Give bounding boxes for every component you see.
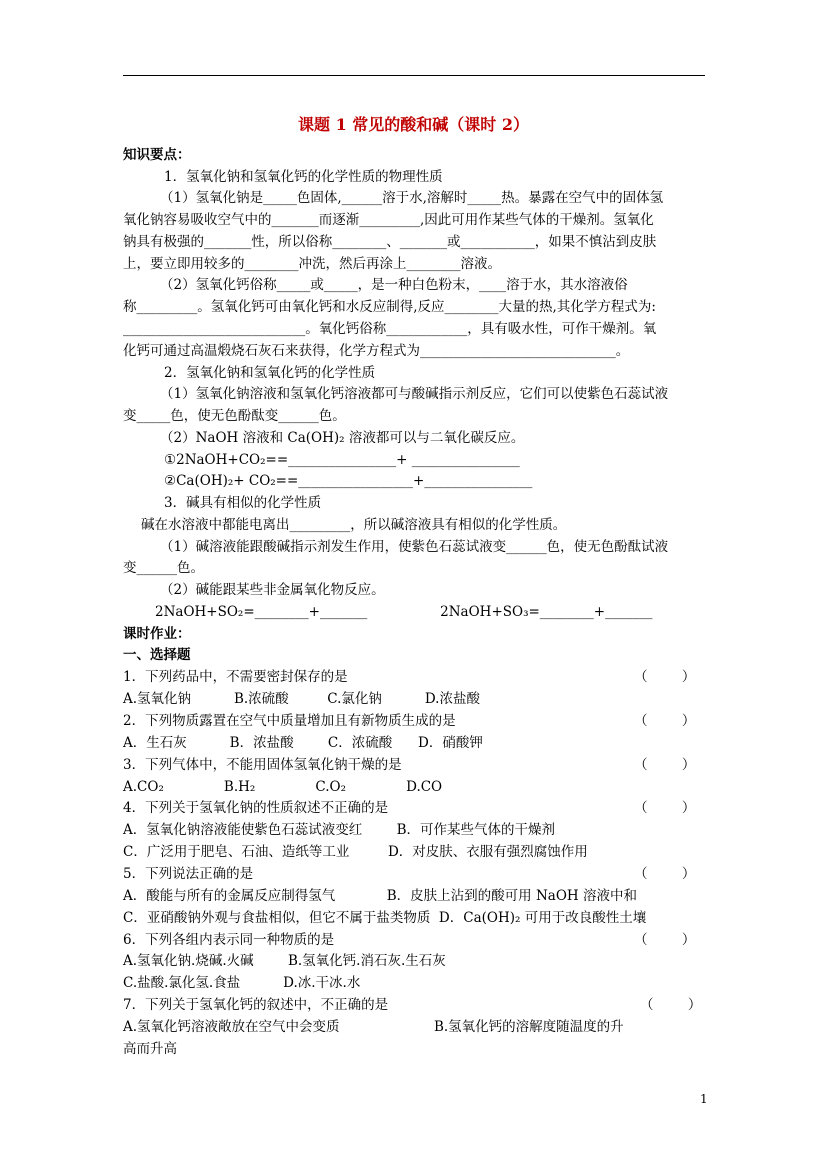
answer-parenthesis: （ ）: [634, 757, 696, 773]
text-line: A．氢氧化钠溶液能使紫色石蕊试液变红 B．可作某些气体的干燥剂: [123, 822, 555, 838]
answer-parenthesis: （ ）: [634, 713, 696, 729]
text-line: （1）碱溶液能跟酸碱指示剂发生作用，使紫色石蕊试液变______色，使无色酚酞试液: [160, 539, 669, 555]
text-line: （2）碱能跟某些非金属氧化物反应。: [160, 582, 385, 598]
text-line: A.氢氧化钙溶液敞放在空气中会变质 B.氢氧化钙的溶解度随温度的升: [123, 1019, 624, 1035]
text-line: 3．碱具有相似的化学性质: [164, 495, 322, 511]
text-line: A.氢氧化钠.烧碱.火碱 B.氢氧化钙.消石灰.生石灰: [123, 953, 446, 969]
section-heading: 知识要点：: [123, 147, 191, 163]
text-line: （1）氢氧化钠溶液和氢氧化钙溶液都可与酸碱指示剂反应，它们可以使紫色石蕊试液: [160, 386, 669, 402]
text-line: 变_____色，使无色酚酞变______色。: [123, 408, 346, 424]
page-number: 1: [700, 1092, 708, 1106]
text-line: C．亚硝酸钠外观与食盐相似，但它不属于盐类物质 D．Ca(OH)₂ 可用于改良酸性土壤: [123, 910, 647, 926]
answer-parenthesis: （ ）: [634, 800, 696, 816]
text-line: 称_________。氢氧化钙可由氧化钙和水反应制得,反应________大量的热,其化学方程式为:: [123, 299, 656, 315]
text-line: 碱在水溶液中都能电离出_________，所以碱溶液具有相似的化学性质。: [141, 517, 567, 533]
text-line: 3．下列气体中，不能用固体氢氧化钠干燥的是: [123, 757, 402, 773]
text-line: A．酸能与所有的金属反应制得氢气 B．皮肤上沾到的酸可用 NaOH 溶液中和: [123, 888, 637, 904]
header-rule: [123, 75, 705, 76]
answer-parenthesis: （ ）: [634, 932, 696, 948]
text-line: 化钙可通过高温煅烧石灰石来获得，化学方程式为_____________________________。: [123, 343, 630, 359]
text-line: A.氢氧化钠 B.浓硫酸 C.氯化钠 D.浓盐酸: [123, 691, 480, 707]
text-line: ②Ca(OH)₂+ CO₂==_________________+________________: [164, 473, 533, 489]
text-line: C.盐酸.氯化氢.食盐 D.冰.干冰.水: [123, 975, 361, 991]
text-line: 5．下列说法正确的是: [123, 866, 254, 882]
answer-parenthesis: （ ）: [634, 669, 696, 685]
text-line: A．生石灰 B．浓盐酸 C．浓硫酸 D．硝酸钾: [123, 735, 483, 751]
text-line: 1．下列药品中，不需要密封保存的是: [123, 669, 348, 685]
text-line: 钠具有极强的_______性，所以俗称________、_______或___________，如果不慎沾到皮肤: [123, 234, 657, 250]
text-line: 2．氢氧化钠和氢氧化钙的化学性质: [164, 365, 376, 381]
text-line: 2．下列物质露置在空气中质量增加且有新物质生成的是: [123, 713, 456, 729]
answer-parenthesis: （ ）: [640, 997, 702, 1013]
text-line: （2）NaOH 溶液和 Ca(OH)₂ 溶液都可以与二氧化碳反应。: [160, 430, 525, 446]
text-line: 6．下列各组内表示同一种物质的是: [123, 932, 335, 948]
text-line: 1．氢氧化钠和氢氧化钙的化学性质的物理性质: [164, 169, 443, 185]
text-line: ___________________________。氧化钙俗称____________，具有吸水性，可作干燥剂。氧: [123, 321, 657, 337]
section-heading: 课时作业：: [123, 626, 191, 642]
page-title: 课题 1 常见的酸和碱（课时 2）: [298, 115, 529, 134]
text-line: （2）氢氧化钙俗称_____或_____，是一种白色粉末，____溶于水，其水溶液俗: [160, 277, 628, 293]
section-heading: 一、选择题: [123, 647, 191, 663]
text-line: 上，要立即用较多的________冲洗，然后再涂上________溶液。: [123, 256, 501, 272]
text-line: 变______色。: [123, 560, 204, 576]
text-line: 氧化钠容易吸收空气中的_______而逐渐_________,因此可用作某些气体的干燥剂。氢氧化: [123, 212, 654, 228]
text-line: 4．下列关于氢氧化钠的性质叙述不正确的是: [123, 800, 389, 816]
text-line: ①2NaOH+CO₂==________________+ ________________: [164, 452, 520, 468]
text-line: （1）氢氧化钠是_____色固体,______溶于水,溶解时_____热。暴露在空气中的固体氢: [160, 190, 664, 206]
text-line: 2NaOH+SO₂=________+_______ 2NaOH+SO₃=________+_______: [155, 604, 653, 620]
text-line: 7．下列关于氢氧化钙的叙述中，不正确的是: [123, 997, 389, 1013]
answer-parenthesis: （ ）: [634, 866, 696, 882]
text-line: 高而升高: [123, 1041, 177, 1057]
text-line: C．广泛用于肥皂、石油、造纸等工业 D．对皮肤、衣服有强烈腐蚀作用: [123, 844, 588, 860]
text-line: A.CO₂ B.H₂ C.O₂ D.CO: [123, 779, 443, 795]
